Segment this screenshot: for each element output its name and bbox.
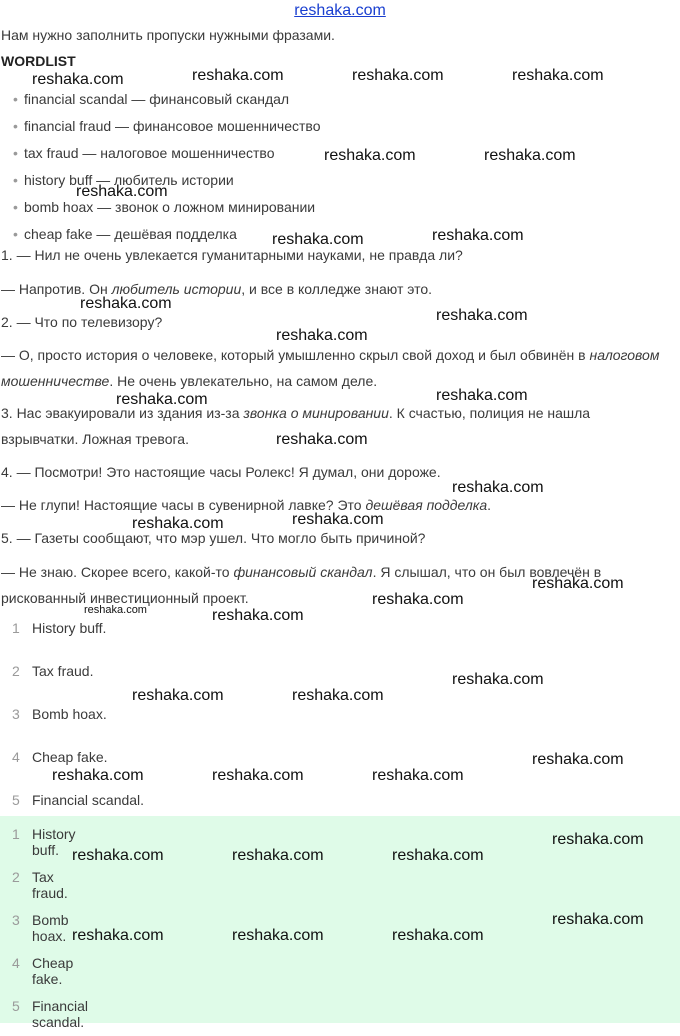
- watermark: reshaka.com: [452, 671, 544, 688]
- watermark: reshaka.com: [276, 327, 368, 344]
- watermark: reshaka.com: [132, 515, 224, 532]
- watermark: reshaka.com: [116, 391, 208, 408]
- answer-text: Financial scandal.: [32, 792, 145, 808]
- exercise-line: 5. — Газеты сообщают, что мэр ушел. Что могло быть причиной?: [1, 530, 426, 546]
- bullet-icon: •: [13, 145, 18, 161]
- watermark: reshaka.com: [212, 607, 304, 624]
- watermark: reshaka.com: [292, 511, 384, 528]
- answer-number: 5: [12, 998, 20, 1014]
- answer-number: 2: [12, 663, 20, 679]
- answer-text: History buff.: [32, 620, 107, 636]
- wordlist-item: • history buff — любитель истории: [13, 172, 234, 188]
- wordlist-item: • bomb hoax — звонок о ложном минировании: [13, 199, 316, 215]
- watermark: reshaka.com: [232, 847, 324, 864]
- watermark: reshaka.com: [192, 67, 284, 84]
- answer-text: Bomb hoax.: [32, 912, 69, 944]
- exercise-line: — Напротив. Он любитель истории, и все в колледже знают это.: [1, 281, 433, 297]
- answer-text: Cheap fake.: [32, 749, 108, 765]
- wordlist-item: • cheap fake — дешёвая подделка: [13, 226, 237, 242]
- answer-number: 3: [12, 912, 20, 928]
- answer-text: Cheap fake.: [32, 955, 74, 987]
- watermark: reshaka.com: [72, 847, 164, 864]
- watermark: reshaka.com: [76, 183, 168, 200]
- answer-number: 4: [12, 749, 20, 765]
- watermark: reshaka.com: [552, 831, 644, 848]
- exercise-line: 3. Нас эвакуировали из здания из-за звонка о минировании. К счастью, полиция не нашла взрывчатки. Ложная тревога.: [1, 405, 591, 447]
- bullet-icon: •: [13, 91, 18, 107]
- bullet-icon: •: [13, 226, 18, 242]
- watermark: reshaka.com: [72, 927, 164, 944]
- watermark: reshaka.com: [432, 227, 524, 244]
- exercise-line: — О, просто история о человеке, который умышленно скрыл свой доход и был обвинён в налоговом мошенничестве. Не очень увлекательно, на самом деле.: [1, 347, 660, 389]
- answer-number: 4: [12, 955, 20, 971]
- exercise-line: — Не глупи! Настоящие часы в сувенирной лавке? Это дешёвая подделка.: [1, 497, 492, 513]
- answer-text: Tax fraud.: [32, 663, 94, 679]
- watermark: reshaka.com: [512, 67, 604, 84]
- watermark: reshaka.com: [484, 147, 576, 164]
- watermark: reshaka.com: [372, 767, 464, 784]
- answer-number: 2: [12, 869, 20, 885]
- watermark: reshaka.com: [552, 911, 644, 928]
- answer-text: Financial scandal.: [32, 998, 89, 1030]
- answer-number: 3: [12, 706, 20, 722]
- watermark: reshaka.com: [84, 604, 147, 616]
- watermark: reshaka.com: [212, 767, 304, 784]
- watermark: reshaka.com: [352, 67, 444, 84]
- wordlist-item: • tax fraud — налоговое мошенничество: [13, 145, 275, 161]
- exercise-line: — Не знаю. Скорее всего, какой-то финансовый скандал. Я слышал, что он был вовлечён в рискованный инвестиционный проект.: [1, 564, 602, 606]
- answer-number: 5: [12, 792, 20, 808]
- bullet-icon: •: [13, 172, 18, 188]
- answer-number: 1: [12, 620, 20, 636]
- watermark: reshaka.com: [232, 927, 324, 944]
- watermark: reshaka.com: [32, 71, 124, 88]
- wordlist-item: • financial fraud — финансовое мошенничество: [13, 118, 321, 134]
- exercise-line: 2. — Что по телевизору?: [1, 314, 163, 330]
- watermark: reshaka.com: [276, 431, 368, 448]
- wordlist-item: • financial scandal — финансовый скандал: [13, 91, 290, 107]
- watermark: reshaka.com: [272, 231, 364, 248]
- answer-number: 1: [12, 826, 20, 842]
- watermark: reshaka.com: [436, 387, 528, 404]
- bullet-icon: •: [13, 199, 18, 215]
- answer-text: History buff.: [32, 826, 76, 858]
- site-link[interactable]: reshaka.com: [294, 2, 386, 19]
- watermark: reshaka.com: [292, 687, 384, 704]
- watermark: reshaka.com: [52, 767, 144, 784]
- watermark: reshaka.com: [324, 147, 416, 164]
- bullet-icon: •: [13, 118, 18, 134]
- answer-text: Tax fraud.: [32, 869, 68, 901]
- watermark: reshaka.com: [532, 751, 624, 768]
- watermark: reshaka.com: [392, 847, 484, 864]
- watermark: reshaka.com: [452, 479, 544, 496]
- watermark: reshaka.com: [132, 687, 224, 704]
- intro-text: Нам нужно заполнить пропуски нужными фразами.: [1, 27, 335, 43]
- answer-text: Bomb hoax.: [32, 706, 107, 722]
- watermark: reshaka.com: [372, 591, 464, 608]
- watermark: reshaka.com: [532, 575, 624, 592]
- watermark: reshaka.com: [80, 295, 172, 312]
- watermark: reshaka.com: [436, 307, 528, 324]
- wordlist-title: WORDLIST: [1, 53, 76, 69]
- exercise-line: 4. — Посмотри! Это настоящие часы Ролекс! Я думал, они дороже.: [1, 464, 441, 480]
- exercise-line: 1. — Нил не очень увлекается гуманитарными науками, не правда ли?: [1, 247, 463, 263]
- watermark: reshaka.com: [392, 927, 484, 944]
